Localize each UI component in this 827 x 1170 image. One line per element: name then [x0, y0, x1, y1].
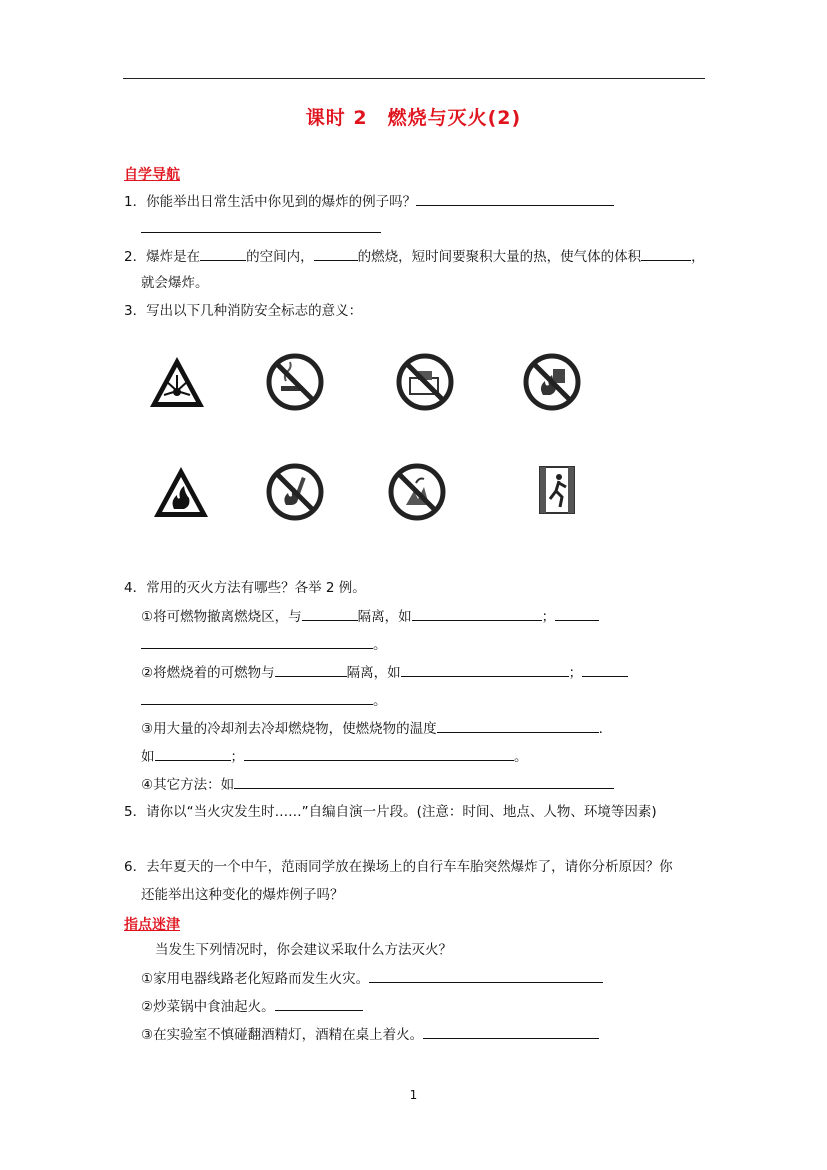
- method-3-example-label: 如: [141, 749, 155, 765]
- answer-blank[interactable]: [275, 997, 363, 1011]
- method-3-examples: [141, 747, 528, 766]
- answer-blank[interactable]: [275, 663, 347, 677]
- no-smoking-icon: [264, 351, 326, 413]
- q2-part-a: 2．爆炸是在: [124, 249, 201, 265]
- method-3-sep: ；: [230, 749, 244, 765]
- question-6: 6．去年夏天的一个中午，范雨同学放在操场上的自行车车胎突然爆炸了，请你分析原因？你: [124, 859, 673, 875]
- question-2-continuation: 就会爆炸。: [141, 275, 209, 291]
- method-3-end: .: [598, 721, 603, 737]
- tip-2-text: ②炒菜锅中食油起火。: [141, 999, 275, 1015]
- answer-blank[interactable]: [555, 607, 599, 621]
- answer-blank[interactable]: [141, 635, 373, 649]
- answer-blank[interactable]: [437, 719, 599, 733]
- question-1-text: 1．你能举出日常生活中你见到的爆炸的例子吗？: [124, 194, 417, 210]
- method-1-text-c: ；: [541, 609, 556, 625]
- q2-part-b: 的空间内，: [246, 249, 314, 265]
- method-2-text-c: ；: [568, 665, 583, 681]
- method-4-text: ④其它方法：如: [141, 777, 235, 793]
- answer-blank[interactable]: [141, 219, 381, 233]
- question-3: 3．写出以下几种消防安全标志的意义：: [124, 303, 363, 319]
- explosive-warning-icon: [146, 351, 208, 413]
- method-3: [141, 719, 603, 738]
- answer-blank[interactable]: [423, 1025, 599, 1039]
- q2-part-c: 的燃烧，短时间要聚积大量的热，使气体的体积: [357, 249, 642, 265]
- no-fireworks-icon: [394, 351, 456, 413]
- tip-3-text: ③在实验室不慎碰翻酒精灯，酒精在桌上着火。: [141, 1027, 424, 1043]
- answer-blank[interactable]: [200, 247, 246, 261]
- answer-blank[interactable]: [234, 775, 614, 789]
- answer-blank[interactable]: [369, 969, 603, 983]
- tip-2: [141, 997, 363, 1016]
- tip-1: [141, 969, 603, 988]
- method-2-text-b: 隔离，如: [346, 665, 401, 681]
- q2-part-d: ，: [691, 249, 705, 265]
- method-2: [141, 663, 628, 682]
- answer-blank[interactable]: [314, 247, 358, 261]
- header-rule: [123, 78, 705, 79]
- answer-blank[interactable]: [141, 691, 373, 705]
- answer-blank[interactable]: [416, 192, 614, 206]
- question-1-continuation: [141, 219, 381, 238]
- method-3-text: ③用大量的冷却剂去冷却燃烧物，使燃烧物的温度: [141, 721, 437, 737]
- tip-3: [141, 1025, 599, 1044]
- method-1-text: ①将可燃物撤离燃烧区，与: [141, 609, 302, 625]
- tip-1-text: ①家用电器线路老化短路而发生火灾。: [141, 971, 370, 987]
- answer-blank[interactable]: [302, 607, 358, 621]
- method-4: [141, 775, 614, 794]
- emergency-exit-icon: [526, 461, 588, 523]
- period: 。: [514, 749, 528, 765]
- question-2: [124, 247, 705, 266]
- method-1-continuation: [141, 635, 387, 654]
- page-number: 1: [409, 1088, 418, 1102]
- answer-blank[interactable]: [641, 247, 691, 261]
- no-open-flame-icon: [264, 461, 326, 523]
- method-1-text-b: 隔离，如: [357, 609, 412, 625]
- answer-blank[interactable]: [401, 663, 569, 677]
- question-1: [124, 192, 614, 211]
- question-4: 4．常用的灭火方法有哪些？各举 2 例。: [124, 580, 366, 596]
- method-2-continuation: [141, 691, 387, 710]
- no-flammable-materials-icon: [521, 351, 583, 413]
- method-1: [141, 607, 599, 626]
- no-burning-icon: [386, 461, 448, 523]
- method-2-text: ②将燃烧着的可燃物与: [141, 665, 275, 681]
- flammable-warning-icon: [150, 461, 212, 523]
- answer-blank[interactable]: [582, 663, 628, 677]
- page-title: 课时 2 燃烧与灭火(2): [305, 107, 522, 129]
- period: 。: [373, 693, 387, 709]
- answer-blank[interactable]: [244, 747, 514, 761]
- question-6-continuation: 还能举出这种变化的爆炸例子吗？: [141, 887, 344, 903]
- tips-intro: 当发生下列情况时，你会建议采取什么方法灭火？: [155, 942, 452, 958]
- question-5: 5．请你以“当火灾发生时……”自编自演一片段。(注意：时间、地点、人物、环境等因素): [124, 804, 657, 820]
- period: 。: [373, 637, 387, 653]
- section-heading-tips: 指点迷津: [124, 917, 180, 933]
- section-heading-self-study: 自学导航: [124, 167, 180, 183]
- answer-blank[interactable]: [155, 747, 231, 761]
- answer-blank[interactable]: [412, 607, 542, 621]
